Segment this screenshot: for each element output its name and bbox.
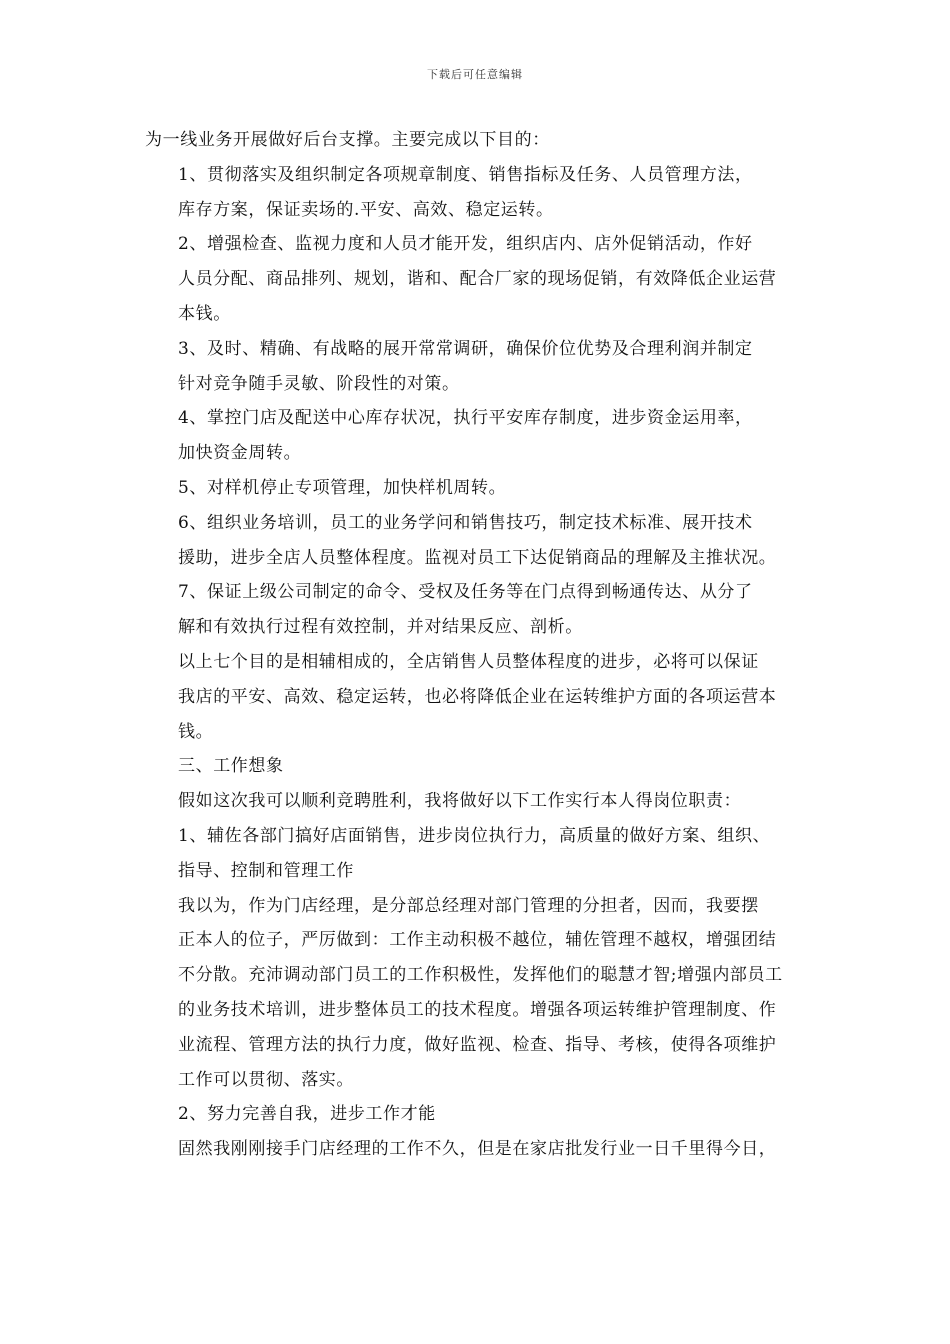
text-line: 工作可以贯彻、落实。 xyxy=(178,1069,354,1090)
paragraph xyxy=(145,819,815,889)
text-line: 2、增强检查、监视力度和人员才能开发，组织店内、店外促销活动，作好 xyxy=(178,234,753,255)
text-line: 本钱。 xyxy=(178,303,231,324)
text-line: 6、组织业务培训，员工的业务学问和销售技巧，制定技术标准、展开技术 xyxy=(178,512,753,533)
text-line: 正本人的位子，严厉做到：工作主动积极不越位，辅佐管理不越权，增强团结 xyxy=(178,930,777,951)
paragraph xyxy=(145,784,815,819)
text-line: 1、贯彻落实及组织制定各项规章制度、销售指标及任务、人员管理方法， xyxy=(178,164,753,185)
text-line: 5、对样机停止专项管理，加快样机周转。 xyxy=(178,477,507,498)
text-line: 人员分配、商品排列、规划，谐和、配合厂家的现场促销，有效降低企业运营 xyxy=(178,269,777,290)
text-line: 为一线业务开展做好后台支撑。主要完成以下目的： xyxy=(145,130,550,150)
paragraph xyxy=(145,749,815,784)
paragraph xyxy=(145,1097,815,1132)
text-line: 固然我刚刚接手门店经理的工作不久，但是在家店批发行业一日千里得今日， xyxy=(178,1139,777,1160)
paragraph xyxy=(145,123,815,158)
text-line: 针对竞争随手灵敏、阶段性的对策。 xyxy=(178,373,460,394)
text-line: 我以为，作为门店经理，是分部总经理对部门管理的分担者，因而，我要摆 xyxy=(178,895,759,916)
text-line: 三、工作想象 xyxy=(178,756,284,777)
text-line: 不分散。充沛调动部门员工的工作积极性，发挥他们的聪慧才智;增强内部员工 xyxy=(178,965,783,986)
paragraph xyxy=(145,889,815,1098)
text-line: 援助，进步全店人员整体程度。监视对员工下达促销商品的理解及主推状况。 xyxy=(178,547,777,568)
paragraph xyxy=(145,506,815,576)
text-line: 钱。 xyxy=(178,721,214,742)
text-line: 4、掌控门店及配送中心库存状况，执行平安库存制度，进步资金运用率， xyxy=(178,408,753,429)
document-body xyxy=(145,123,815,1167)
paragraph xyxy=(145,158,815,228)
text-line: 我店的平安、高效、稳定运转，也必将降低企业在运转维护方面的各项运营本 xyxy=(178,686,777,707)
paragraph xyxy=(145,401,815,471)
text-line: 7、保证上级公司制定的命令、受权及任务等在门点得到畅通传达、从分了 xyxy=(178,582,753,603)
text-line: 的业务技术培训，进步整体员工的技术程度。增强各项运转维护管理制度、作 xyxy=(178,999,777,1020)
text-line: 解和有效执行过程有效控制，并对结果反应、剖析。 xyxy=(178,617,583,638)
text-line: 1、辅佐各部门搞好店面销售，进步岗位执行力，高质量的做好方案、组织、 xyxy=(178,825,771,846)
text-line: 以上七个目的是相辅相成的，全店销售人员整体程度的进步，必将可以保证 xyxy=(178,651,759,672)
text-line: 加快资金周转。 xyxy=(178,443,302,464)
text-line: 指导、控制和管理工作 xyxy=(178,860,354,881)
text-line: 3、及时、精确、有战略的展开常常调研，确保价位优势及合理利润并制定 xyxy=(178,338,753,359)
header-note: 下载后可任意编辑 xyxy=(427,68,523,81)
paragraph xyxy=(145,575,815,645)
paragraph xyxy=(145,471,815,506)
text-line: 业流程、管理方法的执行力度，做好监视、检查、指导、考核，使得各项维护 xyxy=(178,1034,777,1055)
text-line: 假如这次我可以顺利竞聘胜利，我将做好以下工作实行本人得岗位职责： xyxy=(178,791,742,812)
paragraph xyxy=(145,227,815,331)
paragraph xyxy=(145,1132,815,1167)
text-line: 库存方案，保证卖场的.平安、高效、稳定运转。 xyxy=(178,199,554,220)
text-line: 2、努力完善自我，进步工作才能 xyxy=(178,1104,436,1125)
paragraph xyxy=(145,645,815,749)
paragraph xyxy=(145,332,815,402)
